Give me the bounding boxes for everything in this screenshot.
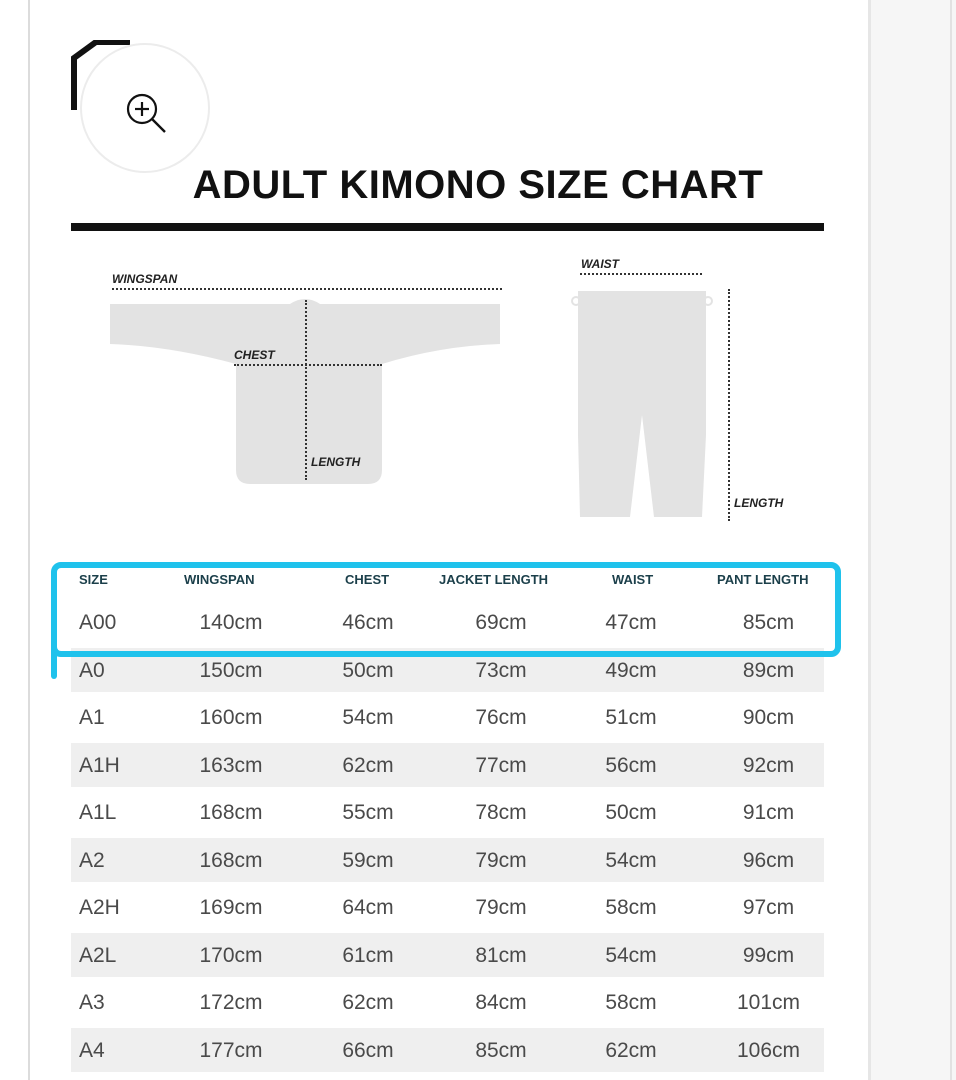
pant-length-cell: 91cm [742, 801, 795, 824]
header-chest: CHEST [345, 572, 390, 587]
jacket-length-cell: 84cm [475, 991, 527, 1014]
side-panel [871, 0, 956, 1080]
waist-measure-line [580, 273, 702, 275]
jacket-length-label: LENGTH [311, 455, 361, 469]
jacket-length-cell: 79cm [475, 849, 527, 872]
jacket-length-measure-line [305, 300, 307, 480]
jacket-length-cell: 81cm [475, 944, 527, 967]
pant-length-cell: 97cm [742, 896, 795, 919]
chest-cell: 62cm [342, 754, 394, 777]
jacket-length-cell: 76cm [475, 706, 527, 729]
pant-length-cell: 90cm [742, 706, 795, 729]
header-jacket-length: JACKET LENGTH [439, 572, 549, 587]
wingspan-cell: 160cm [199, 706, 263, 729]
jacket-length-cell: 77cm [475, 754, 527, 777]
table-row [71, 743, 824, 787]
chest-cell: 61cm [342, 944, 394, 967]
size-cell: A0 [79, 659, 105, 682]
pant-length-cell: 106cm [736, 1039, 801, 1062]
pant-length-cell: 85cm [742, 611, 795, 634]
side-panel-edge [950, 0, 952, 1080]
wingspan-cell: 170cm [199, 944, 263, 967]
size-cell: A2L [79, 944, 117, 967]
table-row [71, 695, 824, 739]
chest-measure-line [234, 364, 382, 366]
wingspan-label: WINGSPAN [112, 272, 178, 286]
content-left-border [28, 0, 30, 1080]
table-row [71, 838, 824, 882]
chest-cell: 64cm [342, 896, 394, 919]
wingspan-cell: 169cm [199, 896, 263, 919]
chest-cell: 50cm [342, 659, 394, 682]
waist-cell: 54cm [605, 944, 657, 967]
size-cell: A2 [79, 849, 105, 872]
size-cell: A4 [79, 1039, 105, 1062]
wingspan-cell: 163cm [199, 754, 263, 777]
chest-cell: 55cm [342, 801, 394, 824]
pant-length-cell: 96cm [742, 849, 795, 872]
size-cell: A1L [79, 801, 117, 824]
wingspan-cell: 168cm [199, 801, 263, 824]
wingspan-cell: 168cm [199, 849, 263, 872]
waist-cell: 51cm [605, 706, 657, 729]
pant-length-cell: 89cm [742, 659, 795, 682]
wingspan-cell: 140cm [199, 611, 263, 634]
jacket-length-cell: 78cm [475, 801, 527, 824]
header-pant-length: PANT LENGTH [717, 572, 809, 587]
waist-cell: 58cm [605, 991, 657, 1014]
zoom-in-icon [120, 87, 170, 137]
highlight-annotation [51, 562, 841, 657]
table-row [71, 885, 824, 929]
wingspan-measure-line [112, 288, 502, 290]
waist-cell: 62cm [605, 1039, 657, 1062]
wingspan-cell: 177cm [199, 1039, 263, 1062]
chest-cell: 62cm [342, 991, 394, 1014]
wingspan-cell: 172cm [199, 991, 263, 1014]
jacket-length-cell: 85cm [475, 1039, 527, 1062]
waist-cell: 47cm [605, 611, 657, 634]
title-divider [71, 223, 824, 231]
header-waist: WAIST [612, 572, 654, 587]
header-size: SIZE [79, 572, 108, 587]
table-row [71, 1028, 824, 1072]
pants-illustration [570, 285, 715, 525]
highlight-tail [48, 640, 60, 680]
chest-cell: 46cm [342, 611, 394, 634]
size-cell: A00 [79, 611, 117, 634]
table-row [71, 790, 824, 834]
jacket-length-cell: 73cm [475, 659, 527, 682]
table-row [71, 933, 824, 977]
pant-length-label: LENGTH [734, 496, 784, 510]
chest-cell: 66cm [342, 1039, 394, 1062]
wingspan-cell: 150cm [199, 659, 263, 682]
size-cell: A1 [79, 706, 105, 729]
waist-label: WAIST [581, 257, 619, 271]
table-row [71, 980, 824, 1024]
chest-cell: 59cm [342, 849, 394, 872]
jacket-length-cell: 79cm [475, 896, 527, 919]
jacket-illustration [110, 294, 505, 490]
waist-cell: 54cm [605, 849, 657, 872]
chest-cell: 54cm [342, 706, 394, 729]
size-cell: A2H [79, 896, 120, 919]
jacket-length-cell: 69cm [475, 611, 527, 634]
pant-length-cell: 99cm [742, 944, 795, 967]
chest-label: CHEST [234, 348, 275, 362]
pant-length-measure-line [728, 289, 730, 521]
size-cell: A1H [79, 754, 120, 777]
waist-cell: 58cm [605, 896, 657, 919]
pant-length-cell: 92cm [742, 754, 795, 777]
waist-cell: 56cm [605, 754, 657, 777]
waist-cell: 49cm [605, 659, 657, 682]
pant-length-cell: 101cm [736, 991, 801, 1014]
header-wingspan: WINGSPAN [184, 572, 255, 587]
zoom-button[interactable] [80, 43, 210, 173]
size-cell: A3 [79, 991, 105, 1014]
page-title: ADULT KIMONO SIZE CHART [192, 163, 764, 207]
waist-cell: 50cm [605, 801, 657, 824]
